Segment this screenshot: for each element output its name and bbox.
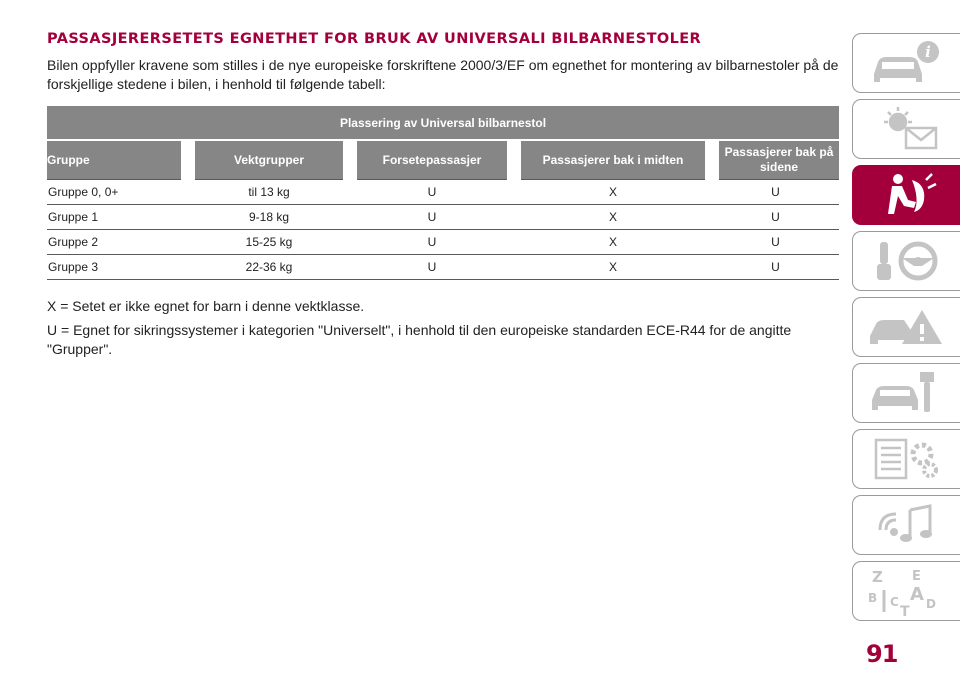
legend-u: U = Egnet for sikringssystemer i kategorien "Universelt", i henhold til den europeiske standarden ECE-R44 for de angitte "Grupper". <box>47 322 792 357</box>
col-header-group: Gruppe <box>47 140 188 180</box>
cell-rear-middle: X <box>514 205 712 230</box>
tab-emergency[interactable] <box>852 297 960 357</box>
table-column-header-row <box>47 140 839 180</box>
chapter-sidebar <box>852 33 960 627</box>
cell-front: U <box>350 255 514 280</box>
col-header-rear-middle: Passasjerer bak i midten <box>514 140 712 180</box>
table-group-header: Plassering av Universal bilbarnestol <box>47 106 839 140</box>
breakdown-icon <box>864 302 950 352</box>
cell-front: U <box>350 205 514 230</box>
warning-lights-icon <box>864 104 950 154</box>
cell-front: U <box>350 230 514 255</box>
cell-rear-sides: U <box>712 205 839 230</box>
index-letter: E <box>911 569 921 584</box>
cell-group: Gruppe 3 <box>47 255 188 280</box>
main-content <box>47 30 839 359</box>
tab-index[interactable] <box>852 561 960 621</box>
table-row <box>47 230 839 255</box>
cell-rear-sides: U <box>712 255 839 280</box>
intro-paragraph: Bilen oppfyller kravene som stilles i de nye europeiske forskriftene 2000/3/EF om egnethet for montering av bilbarnestoler på de forskjellige stedene i bilen, i henhold til følgende tabell: <box>47 57 839 92</box>
tab-maintenance[interactable] <box>852 363 960 423</box>
index-icon <box>864 566 950 616</box>
svg-text:i: i <box>924 43 931 61</box>
car-info-icon <box>864 38 950 88</box>
cell-weight: 22-36 kg <box>188 255 350 280</box>
cell-rear-middle: X <box>514 230 712 255</box>
table-row <box>47 255 839 280</box>
cell-rear-sides: U <box>712 230 839 255</box>
specifications-icon <box>864 434 950 484</box>
multimedia-icon <box>864 500 950 550</box>
tab-warning-lights[interactable] <box>852 99 960 159</box>
table-group-header-row <box>47 106 839 140</box>
col-header-rear-sides: Passasjerer bak på sidene <box>712 140 839 180</box>
section-title: PASSASJERERSETETS EGNETHET FOR BRUK AV UNIVERSALI BILBARNESTOLER <box>47 31 702 47</box>
cell-rear-middle: X <box>514 180 712 205</box>
index-letter: D <box>925 597 936 611</box>
maintenance-car-icon <box>864 368 950 418</box>
tab-specifications[interactable] <box>852 429 960 489</box>
table-row <box>47 205 839 230</box>
tab-starting-driving[interactable] <box>852 231 960 291</box>
index-letter: T <box>899 604 910 616</box>
tab-car-info[interactable] <box>852 33 960 93</box>
cell-weight: 9-18 kg <box>188 205 350 230</box>
table-row <box>47 180 839 205</box>
page-number: 91 <box>866 640 898 668</box>
cell-group: Gruppe 0, 0+ <box>47 180 188 205</box>
index-letter: Z <box>871 568 883 586</box>
legend-x: X = Setet er ikke egnet for barn i denne vektklasse. <box>47 298 365 314</box>
cell-front: U <box>350 180 514 205</box>
cell-rear-middle: X <box>514 255 712 280</box>
index-letter: B <box>867 591 877 605</box>
tab-safety[interactable] <box>852 165 960 225</box>
index-letter: A <box>909 584 924 605</box>
col-header-weight: Vektgrupper <box>188 140 350 180</box>
steering-key-icon <box>864 236 950 286</box>
col-header-front-passenger: Forsetepassasjer <box>350 140 514 180</box>
cell-group: Gruppe 1 <box>47 205 188 230</box>
cell-rear-sides: U <box>712 180 839 205</box>
child-seat-table <box>47 106 839 280</box>
cell-weight: til 13 kg <box>188 180 350 205</box>
safety-seatbelt-icon <box>864 170 950 220</box>
cell-group: Gruppe 2 <box>47 230 188 255</box>
index-letter: C <box>889 595 899 609</box>
tab-multimedia[interactable] <box>852 495 960 555</box>
cell-weight: 15-25 kg <box>188 230 350 255</box>
